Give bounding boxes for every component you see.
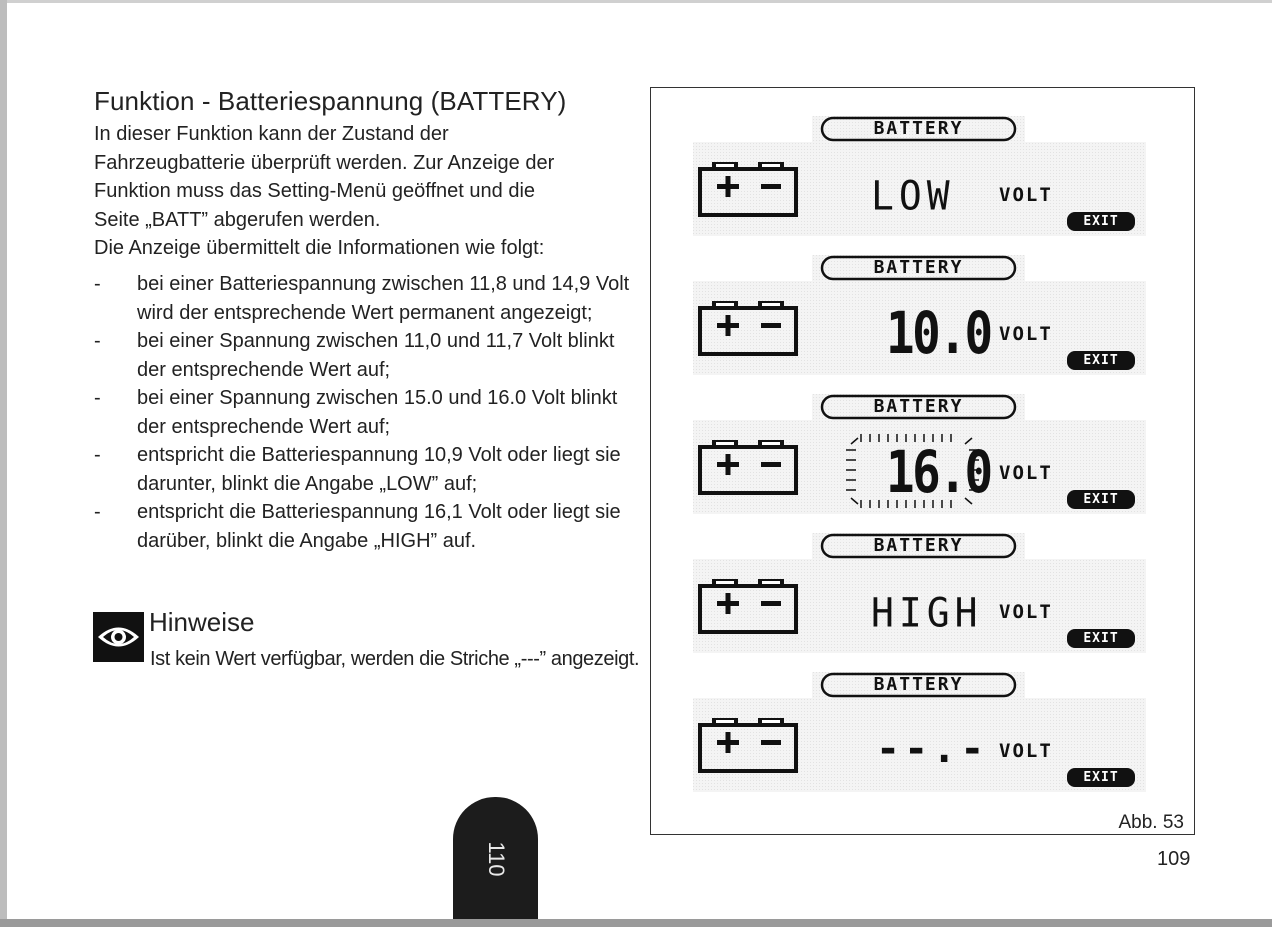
intro-line: In dieser Funktion kann der Zustand der	[94, 123, 449, 145]
list-item	[94, 441, 644, 498]
voltage-value: HIGH	[871, 589, 983, 637]
intro-line: Fahrzeugbatterie überprüft werden. Zur Anzeige der	[94, 151, 555, 174]
list-item-text: bei einer Batteriespannung zwischen 11,8 und 14,9 Volt wird der entsprechende Wert permanent angezeigt;	[137, 273, 630, 324]
voltage-unit: VOLT	[999, 601, 1053, 623]
battery-label: BATTERY	[873, 396, 964, 417]
page-bottom-edge	[0, 919, 1272, 927]
battery-label: BATTERY	[873, 118, 964, 139]
lcd-panel	[681, 394, 1146, 534]
list-item-text: bei einer Spannung zwischen 11,0 und 11,7 Volt blinkt der entsprechende Wert auf;	[137, 330, 615, 381]
battery-display-figure	[650, 87, 1195, 835]
voltage-unit: VOLT	[999, 462, 1053, 484]
list-item-text: bei einer Spannung zwischen 15.0 und 16.0 Volt blinkt der entsprechende Wert auf;	[137, 387, 618, 438]
list-item	[94, 270, 644, 327]
battery-label: BATTERY	[873, 257, 964, 278]
section-title: Funktion - Batteriespannung (BATTERY)	[94, 86, 567, 116]
voltage-value: LOW	[871, 172, 955, 220]
lcd-panel	[681, 672, 1146, 812]
voltage-value: 10.0	[886, 299, 991, 367]
list-item	[94, 384, 644, 441]
list-item-text: entspricht die Batteriespannung 10,9 Volt oder liegt sie darunter, blinkt die Angabe „LOW” auf;	[137, 444, 621, 495]
intro-line: Funktion muss das Setting-Menü geöffnet und die	[94, 180, 536, 202]
exit-button[interactable]: EXIT	[1067, 490, 1135, 509]
voltage-unit: VOLT	[999, 323, 1053, 345]
page-tab	[453, 797, 538, 927]
exit-button[interactable]: EXIT	[1067, 351, 1135, 370]
list-item	[94, 498, 644, 555]
lcd-panel	[681, 533, 1146, 673]
exit-button[interactable]: EXIT	[1067, 768, 1135, 787]
voltage-unit: VOLT	[999, 184, 1053, 206]
note-text: Ist kein Wert verfügbar, werden die Striche „---” angezeigt.	[150, 648, 640, 670]
lcd-panel	[681, 116, 1146, 256]
bullet-marker: -	[94, 330, 101, 352]
list-item	[94, 327, 644, 384]
note-title: Hinweise	[149, 607, 255, 637]
page-top-edge	[0, 0, 1272, 3]
page-left-edge	[0, 0, 7, 927]
bullet-marker: -	[94, 273, 101, 295]
bullet-marker: -	[94, 501, 101, 523]
battery-label: BATTERY	[873, 535, 964, 556]
page-tab-number: 110	[483, 841, 509, 877]
voltage-value: 16.0	[886, 438, 991, 506]
intro-line: Seite „BATT” abgerufen werden.	[94, 208, 381, 231]
bullet-marker: -	[94, 387, 101, 409]
intro-paragraph	[94, 120, 644, 263]
voltage-value: --.-	[876, 726, 989, 772]
page-number: 109	[1157, 848, 1191, 870]
battery-label: BATTERY	[873, 674, 964, 695]
lcd-panel	[681, 255, 1146, 395]
voltage-rules-list	[94, 270, 644, 555]
exit-button[interactable]: EXIT	[1067, 629, 1135, 648]
voltage-unit: VOLT	[999, 740, 1053, 762]
intro-line: Die Anzeige übermittelt die Informationen wie folgt:	[94, 237, 545, 259]
figure-caption: Abb. 53	[1118, 812, 1184, 833]
list-item-text: entspricht die Batteriespannung 16,1 Volt oder liegt sie darüber, blinkt die Angabe „HIGH” auf.	[137, 501, 621, 552]
bullet-marker: -	[94, 444, 101, 466]
exit-button[interactable]: EXIT	[1067, 212, 1135, 231]
